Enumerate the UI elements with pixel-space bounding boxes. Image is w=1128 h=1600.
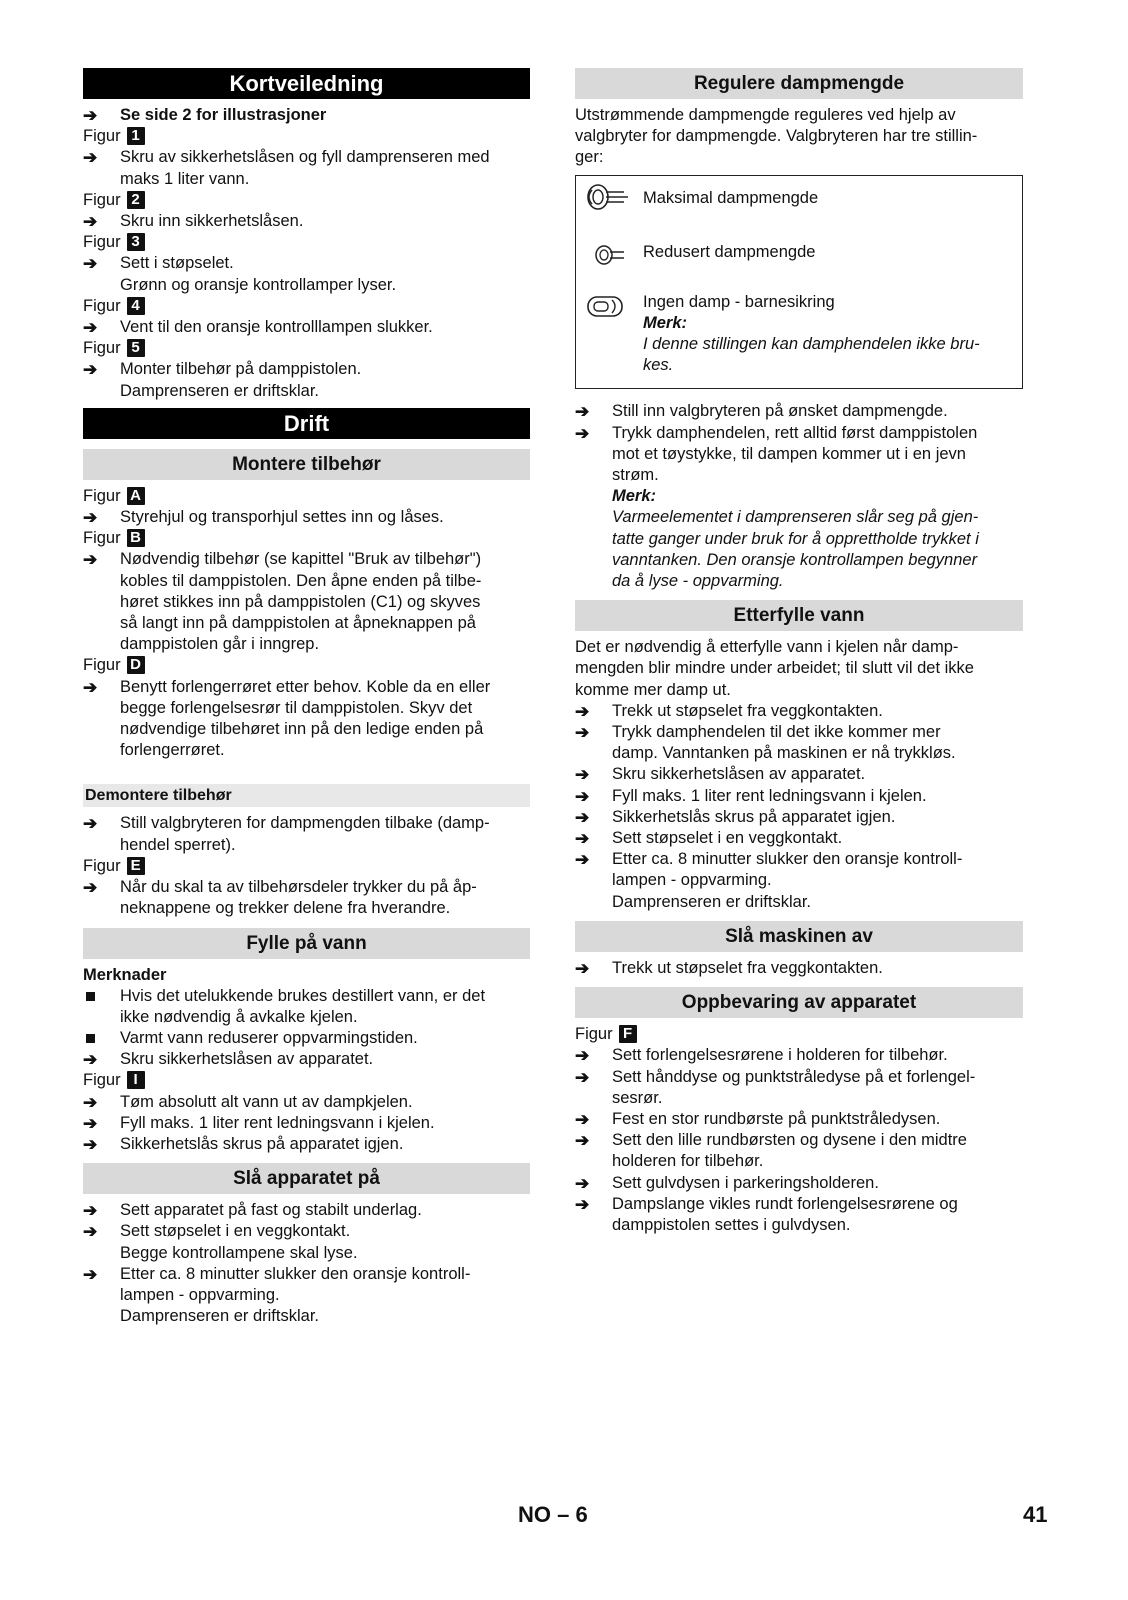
arrow-right-icon: ➔ xyxy=(83,1134,98,1154)
figure-letter-badge: I xyxy=(127,1071,145,1089)
list-item: ➔ Trekk ut støpselet fra veggkontakten. xyxy=(575,958,883,978)
arrow-right-icon: ➔ xyxy=(575,958,590,978)
figure-ref: Figur 4 xyxy=(83,296,530,317)
child-lock-icon xyxy=(584,290,630,324)
arrow-right-icon: ➔ xyxy=(575,701,590,721)
list-item: ➔ Etter ca. 8 minutter slukker den oransje kontroll- lampen - oppvarming. Damprenseren er driftsklar. xyxy=(83,1264,471,1326)
list-item: Varmt vann reduserer oppvarmingstiden. xyxy=(83,1028,530,1049)
arrow-right-icon: ➔ xyxy=(83,1264,98,1284)
steam-settings-box xyxy=(575,175,1023,390)
intro-paragraph: Det er nødvendig å etterfylle vann i kjelen når damp- mengden blir mindre under arbeidet; til slutt vil det ikke komme mer damp ut. xyxy=(575,638,974,699)
heading-oppbevaring: Oppbevaring av apparatet xyxy=(575,987,1023,1018)
figure-ref: Figur 3 xyxy=(83,232,530,253)
reduced-steam-icon xyxy=(584,238,630,272)
list-item: ➔ Sett støpselet i en veggkontakt. Begge kontrollampene skal lyse. xyxy=(83,1222,358,1262)
arrow-right-icon: ➔ xyxy=(575,1131,590,1151)
arrow-right-icon: ➔ xyxy=(83,550,98,570)
list-item: ➔ Styrehjul og transporhjul settes inn og låses. xyxy=(83,508,444,528)
list-item: ➔ Når du skal ta av tilbehørsdeler trykker du på åp- neknappene og trekker delene fra hverandre. xyxy=(83,878,477,918)
list-item: ➔ Sikkerhetslås skrus på apparatet igjen. xyxy=(83,1134,404,1154)
arrow-right-icon: ➔ xyxy=(83,1050,98,1070)
arrow-right-icon: ➔ xyxy=(83,1201,98,1221)
list-item: ➔ Sett støpselet i en veggkontakt. xyxy=(575,829,843,849)
list-item: ➔ Skru inn sikkerhetslåsen. xyxy=(83,212,304,232)
arrow-right-icon: ➔ xyxy=(575,1194,590,1214)
note-text: Varmeelementet i damprenseren slår seg på gjen- tatte ganger under bruk for å opprettholde trykket i vanntanken. Den oransje kontrollampen begynner da å lyse - oppvarming. xyxy=(612,508,979,591)
notes-label: Merknader xyxy=(83,965,167,984)
list-item: ➔ Sett gulvdysen i parkeringsholderen. xyxy=(575,1173,879,1193)
list-item: ➔ Skru sikkerhetslåsen av apparatet. xyxy=(575,765,866,785)
figure-ref: Figur 5 xyxy=(83,338,530,359)
arrow-right-icon: ➔ xyxy=(575,786,590,806)
arrow-right-icon: ➔ xyxy=(83,1113,98,1133)
arrow-right-icon: ➔ xyxy=(83,878,98,898)
figure-number-badge: 1 xyxy=(127,127,145,145)
arrow-right-icon: ➔ xyxy=(83,212,98,232)
list-item: ➔ Se side 2 for illustrasjoner xyxy=(83,106,327,125)
list-item: ➔ Trykk damphendelen, rett alltid først damppistolen mot et tøystykke, til dampen kommer ut i en jevn strøm. xyxy=(575,423,978,485)
figure-number-badge: 3 xyxy=(127,233,145,251)
arrow-right-icon: ➔ xyxy=(83,318,98,338)
arrow-right-icon: ➔ xyxy=(83,254,98,274)
steam-setting-max: Maksimal dampmengde xyxy=(576,182,1022,212)
right-column xyxy=(575,68,1023,1236)
figure-ref: Figur I xyxy=(83,1070,530,1091)
heading-drift: Drift xyxy=(83,408,530,439)
arrow-right-icon: ➔ xyxy=(83,508,98,528)
figure-ref: Figur D xyxy=(83,655,530,676)
list-item: ➔ Monter tilbehør på damppistolen. Damprenseren er driftsklar. xyxy=(83,360,362,400)
heading-demontere-tilbehor: Demontere tilbehør xyxy=(83,784,530,807)
figure-number-badge: 4 xyxy=(127,297,145,315)
heading-fylle-pa-vann: Fylle på vann xyxy=(83,928,530,959)
arrow-right-icon: ➔ xyxy=(575,1046,590,1066)
figure-ref: Figur B xyxy=(83,528,530,549)
list-item: ➔ Still valgbryteren for dampmengden tilbake (damp- hendel sperret). xyxy=(83,814,490,854)
arrow-right-icon: ➔ xyxy=(83,1222,98,1242)
arrow-right-icon: ➔ xyxy=(575,850,590,870)
arrow-right-icon: ➔ xyxy=(575,829,590,849)
list-item: ➔ Skru sikkerhetslåsen av apparatet. xyxy=(83,1050,374,1070)
list-item: ➔ Fyll maks. 1 liter rent ledningsvann i kjelen. xyxy=(83,1113,435,1133)
figure-letter-badge: E xyxy=(127,857,145,875)
list-item: ➔ Sett hånddyse og punktstråledyse på et forlengel- sesrør. xyxy=(575,1067,976,1107)
arrow-right-icon: ➔ xyxy=(83,148,98,168)
list-item: ➔ Fest en stor rundbørste på punktstråledysen. xyxy=(575,1109,941,1129)
figure-ref: Figur A xyxy=(83,486,530,507)
intro-paragraph: Utstrømmende dampmengde reguleres ved hjelp av valgbryter for dampmengde. Valgbryteren har tre stillin- ger: xyxy=(575,106,978,167)
list-item: Hvis det utelukkende brukes destillert vann, er det ikke nødvendig å avkalke kjelen. xyxy=(83,986,530,1028)
figure-number-badge: 5 xyxy=(127,339,145,357)
figure-ref: Figur 2 xyxy=(83,190,530,211)
arrow-right-icon: ➔ xyxy=(575,765,590,785)
list-item: ➔ Etter ca. 8 minutter slukker den oransje kontroll- lampen - oppvarming. Damprenseren er driftsklar. xyxy=(575,850,963,911)
arrow-right-icon: ➔ xyxy=(83,814,98,834)
list-item: ➔ Vent til den oransje kontrolllampen slukker. xyxy=(83,318,433,338)
figure-letter-badge: A xyxy=(127,487,145,505)
steam-setting-none: Ingen damp - barnesikring Merk: I denne stillingen kan damphendelen ikke bru- kes. xyxy=(576,292,1022,377)
list-item: ➔ Still inn valgbryteren på ønsket dampmengde. xyxy=(575,402,948,422)
list-item: ➔ Sett i støpselet. Grønn og oransje kontrollamper lyser. xyxy=(83,254,397,294)
arrow-right-icon: ➔ xyxy=(575,1173,590,1193)
list-item: ➔ Dampslange vikles rundt forlengelsesrørene og damppistolen settes i gulvdysen. xyxy=(575,1194,958,1234)
max-steam-icon xyxy=(584,180,630,214)
list-item: ➔ Nødvendig tilbehør (se kapittel "Bruk av tilbehør") kobles til damppistolen. Den åpne enden på tilbe- høret stikkes inn på damppistolen (C1) og skyves så langt inn på damppistolen at åpneknappen på damppistolen går i inngrep. xyxy=(83,550,482,654)
heading-regulere-dampmengde: Regulere dampmengde xyxy=(575,68,1023,99)
arrow-right-icon: ➔ xyxy=(575,402,590,422)
list-item: ➔ Trykk damphendelen til det ikke kommer mer damp. Vanntanken på maskinen er nå trykkløs. xyxy=(575,723,956,763)
figure-letter-badge: D xyxy=(127,656,145,674)
arrow-right-icon: ➔ xyxy=(575,807,590,827)
list-item: ➔ Sett den lille rundbørsten og dysene i den midtre holderen for tilbehør. xyxy=(575,1131,967,1171)
steam-setting-reduced: Redusert dampmengde xyxy=(576,242,1022,266)
arrow-right-icon: ➔ xyxy=(575,423,590,443)
arrow-right-icon: ➔ xyxy=(575,723,590,743)
list-item: ➔ Sett forlengelsesrørene i holderen for tilbehør. xyxy=(575,1046,948,1066)
square-bullet-icon xyxy=(86,992,95,1001)
figure-letter-badge: B xyxy=(127,529,145,547)
left-column xyxy=(83,68,530,1327)
list-item: ➔ Sikkerhetslås skrus på apparatet igjen. xyxy=(575,807,896,827)
figure-ref: Figur 1 xyxy=(83,126,530,147)
heading-sla-apparatet-pa: Slå apparatet på xyxy=(83,1163,530,1194)
list-item: ➔ Skru av sikkerhetslåsen og fyll damprenseren med maks 1 liter vann. xyxy=(83,148,490,188)
arrow-right-icon: ➔ xyxy=(83,677,98,697)
list-item: ➔ Sett apparatet på fast og stabilt underlag. xyxy=(83,1201,422,1221)
figure-ref: Figur E xyxy=(83,856,530,877)
list-item: ➔ Benytt forlengerrøret etter behov. Koble da en eller begge forlengelsesrør til damppistolen. Skyv det nødvendige tilbehøret inn på den ledige enden på forlengerrøret. xyxy=(83,677,491,760)
figure-letter-badge: F xyxy=(619,1025,637,1043)
list-item: ➔ Trekk ut støpselet fra veggkontakten. xyxy=(575,701,883,721)
square-bullet-icon xyxy=(86,1034,95,1043)
heading-sla-maskinen-av: Slå maskinen av xyxy=(575,921,1023,952)
footer-page-number: 41 xyxy=(1023,1502,1048,1527)
figure-ref: Figur F xyxy=(575,1024,1023,1045)
arrow-right-icon: ➔ xyxy=(83,360,98,380)
heading-kortveiledning: Kortveiledning xyxy=(83,68,530,99)
figure-number-badge: 2 xyxy=(127,191,145,209)
list-item: ➔ Tøm absolutt alt vann ut av dampkjelen. xyxy=(83,1092,413,1112)
arrow-right-icon: ➔ xyxy=(83,1092,98,1112)
heading-etterfylle-vann: Etterfylle vann xyxy=(575,600,1023,631)
heading-montere-tilbehor: Montere tilbehør xyxy=(83,449,530,480)
arrow-right-icon: ➔ xyxy=(575,1067,590,1087)
arrow-right-icon: ➔ xyxy=(575,1109,590,1129)
arrow-right-icon: ➔ xyxy=(83,106,98,125)
footer-section-number: NO – 6 xyxy=(518,1502,588,1527)
list-item: ➔ Fyll maks. 1 liter rent ledningsvann i kjelen. xyxy=(575,786,927,806)
note-label: Merk: xyxy=(612,487,657,506)
